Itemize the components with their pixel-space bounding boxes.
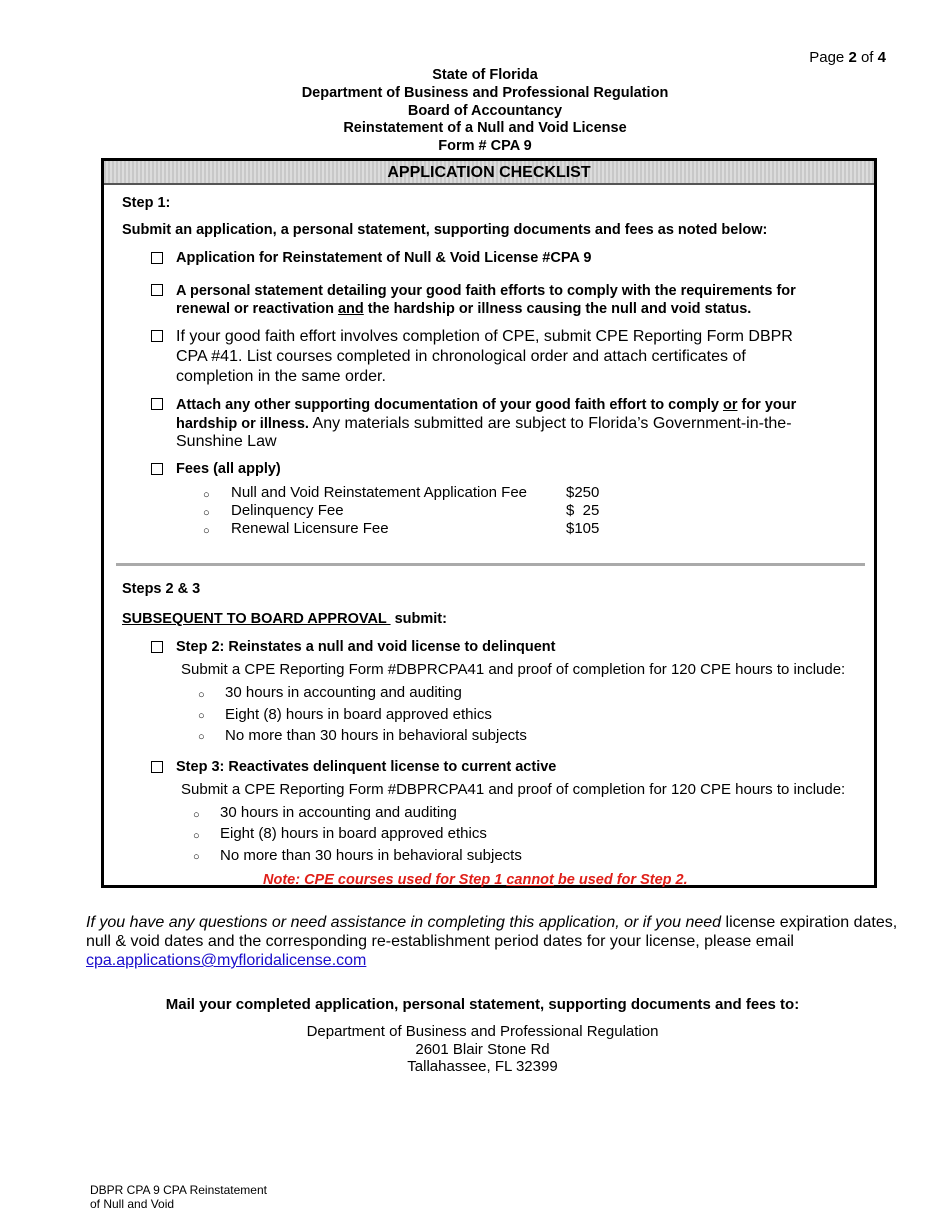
page-number: Page 2 of 4 xyxy=(809,49,886,66)
step2-title: Step 2: Reinstates a null and void license to delinquent xyxy=(176,639,556,655)
contact-paragraph: If you have any questions or need assistance in completing this application, or if you need license expiration dates, null & void dates and the corresponding re-establishment period dates for your license, please email cpa.applications@myfloridalicense.com xyxy=(86,914,898,969)
step3-desc: Submit a CPE Reporting Form #DBPRCPA41 and proof of completion for 120 CPE hours to include: xyxy=(181,781,846,798)
step2-desc: Submit a CPE Reporting Form #DBPRCPA41 and proof of completion for 120 CPE hours to include: xyxy=(181,661,846,678)
checkbox[interactable] xyxy=(151,330,163,342)
bullet-icon: ○ xyxy=(198,689,205,701)
checkbox[interactable] xyxy=(151,252,163,264)
form-header xyxy=(0,67,950,156)
bullet-icon: ○ xyxy=(198,710,205,722)
address-line: Tallahassee, FL 32399 xyxy=(407,1058,558,1075)
step1-intro: Submit an application, a personal statement, supporting documents and fees as noted below: xyxy=(122,222,768,238)
address-line: 2601 Blair Stone Rd xyxy=(415,1040,550,1058)
bullet-icon: ○ xyxy=(203,489,210,501)
email-link[interactable]: cpa.applications@myfloridalicense.com xyxy=(86,952,367,969)
checklist-title: APPLICATION CHECKLIST xyxy=(104,161,874,185)
footer-line: DBPR CPA 9 CPA Reinstatement xyxy=(90,1183,267,1197)
steps23-heading: Steps 2 & 3 xyxy=(122,581,201,597)
step2-bullet: No more than 30 hours in behavioral subjects xyxy=(225,727,527,744)
section-divider xyxy=(116,563,865,566)
step2-bullet: 30 hours in accounting and auditing xyxy=(225,684,462,701)
step2-bullet: Eight (8) hours in board approved ethics xyxy=(225,706,492,723)
item-personal-statement: A personal statement detailing your good faith efforts to comply with the requirements for renewal or reactivation and the hardship or illness causing the null and void status. xyxy=(176,283,796,317)
footer-line: of Null and Void xyxy=(90,1197,175,1211)
header-line: Reinstatement of a Null and Void License xyxy=(343,120,627,137)
item-cpe: If your good faith effort involves completion of CPE, submit CPE Reporting Form DBPR CPA #41. List courses completed in chronological order and attach certificates of completion in the same order. xyxy=(176,328,793,385)
bullet-icon: ○ xyxy=(198,731,205,743)
application-checklist xyxy=(101,158,877,888)
checkbox[interactable] xyxy=(151,761,163,773)
step3-bullet: Eight (8) hours in board approved ethics xyxy=(220,825,487,842)
step1-heading: Step 1: xyxy=(122,195,171,211)
checkbox[interactable] xyxy=(151,284,163,296)
page-footer xyxy=(90,1183,267,1211)
fee-amount: $250 xyxy=(566,484,600,501)
address-line: Department of Business and Professional Regulation xyxy=(306,1023,659,1040)
steps23-subheading: SUBSEQUENT TO BOARD APPROVAL submit: xyxy=(122,611,447,627)
bullet-icon: ○ xyxy=(203,525,210,537)
step3-title: Step 3: Reactivates delinquent license to current active xyxy=(176,759,557,775)
checkbox[interactable] xyxy=(151,641,163,653)
bullet-icon: ○ xyxy=(193,809,200,821)
cpe-note: Note: CPE courses used for Step 1 cannot be used for Step 2. xyxy=(263,872,688,888)
step3-bullet: 30 hours in accounting and auditing xyxy=(220,804,457,821)
fee-name: Delinquency Fee xyxy=(231,502,344,519)
header-line: State of Florida xyxy=(432,67,538,83)
header-line: Department of Business and Professional Regulation xyxy=(301,84,669,101)
item-supporting-docs: Attach any other supporting documentation of your good faith effort to comply or for your hardship or illness. Any materials submitted are subject to Florida’s Government-in-the- Sunshine Law xyxy=(176,397,797,450)
fee-name: Renewal Licensure Fee xyxy=(231,520,389,537)
fee-name: Null and Void Reinstatement Application Fee xyxy=(231,484,528,501)
bullet-icon: ○ xyxy=(193,830,200,842)
header-line: Form # CPA 9 xyxy=(438,138,532,155)
step3-bullet: No more than 30 hours in behavioral subjects xyxy=(220,847,522,864)
fee-amount: $ 25 xyxy=(566,502,600,519)
checkbox[interactable] xyxy=(151,398,163,410)
fees-label: Fees (all apply) xyxy=(176,461,281,477)
mailing-address xyxy=(0,1023,950,1076)
fee-amount: $105 xyxy=(566,520,600,537)
header-line: Board of Accountancy xyxy=(407,102,563,119)
mail-heading: Mail your completed application, personal statement, supporting documents and fees to: xyxy=(165,996,800,1013)
bullet-icon: ○ xyxy=(203,507,210,519)
bullet-icon: ○ xyxy=(193,851,200,863)
item-application: Application for Reinstatement of Null & Void License #CPA 9 xyxy=(176,250,592,266)
checkbox[interactable] xyxy=(151,463,163,475)
